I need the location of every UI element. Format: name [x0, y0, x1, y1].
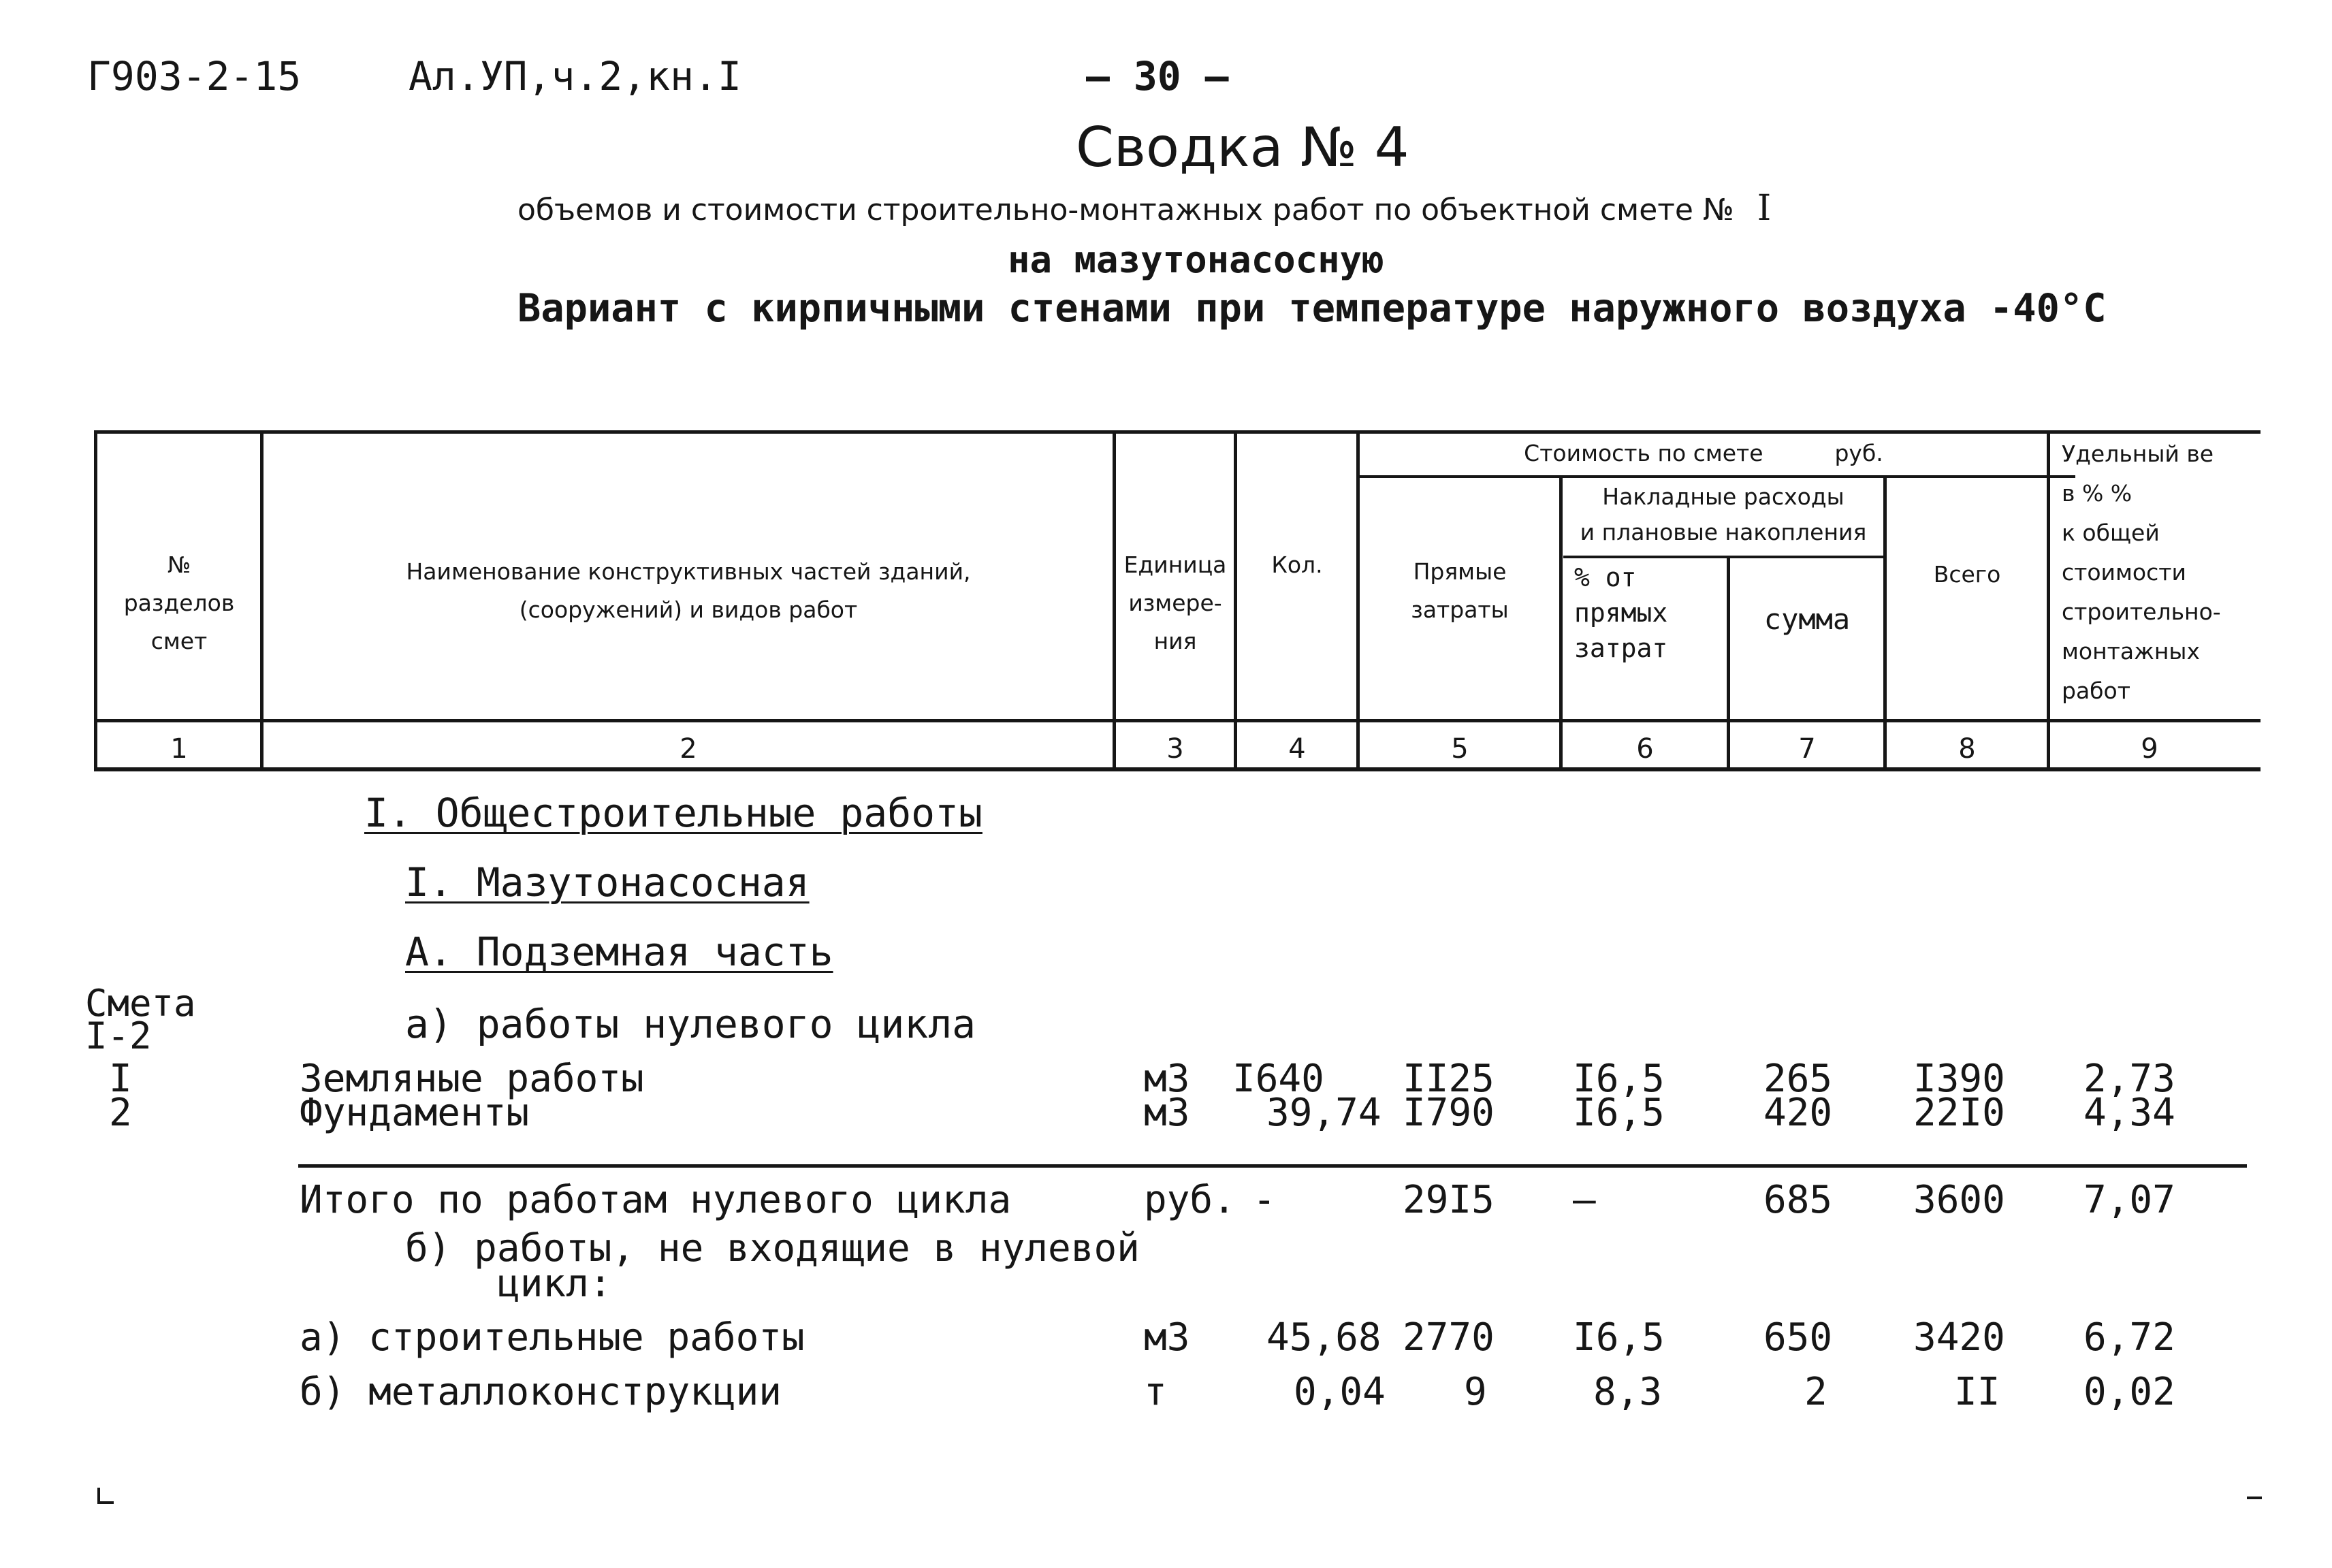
document-code: Г903-2-15: [87, 53, 302, 99]
row-share: 6,72: [2083, 1315, 2175, 1360]
subtitle-text: объемов и стоимости строительно-монтажных работ по объектной смете №: [517, 193, 1734, 227]
row-direct: 2770: [1403, 1315, 1495, 1360]
row-quantity: I640: [1232, 1057, 1324, 1101]
album-reference: Ал.УП,ч.2,кн.I: [409, 53, 741, 99]
header-overhead-group: [1563, 479, 1883, 550]
row-percent: I6,5: [1573, 1057, 1665, 1101]
header-text: Наименование конструктивных частей зданий,: [406, 558, 971, 585]
section-heading-general: I. Общестроительные работы: [364, 790, 983, 836]
row-name: Фундаменты: [300, 1091, 530, 1135]
subsection-text: цикл:: [497, 1262, 612, 1306]
subtotal-row: [0, 1180, 2332, 1221]
header-text: монтажных: [2062, 638, 2200, 665]
header-text: Прямые: [1413, 558, 1507, 585]
column-number: 5: [1451, 733, 1469, 765]
header-text: % от: [1574, 562, 1637, 592]
row-quantity: 0,04: [1294, 1370, 1386, 1414]
header-text: в % %: [2062, 480, 2133, 507]
header-text: затраты: [1411, 596, 1509, 623]
header-text: смет: [150, 628, 208, 654]
header-unit: [1115, 546, 1235, 660]
row-unit: м3: [1144, 1091, 1190, 1135]
header-percent: [1574, 560, 1731, 666]
header-text: строительно-: [2062, 598, 2221, 625]
row-number: I: [109, 1057, 132, 1101]
row-total: 3420: [1913, 1315, 2005, 1360]
row-share: 0,02: [2083, 1370, 2175, 1414]
column-number: 7: [1798, 733, 1816, 765]
subtotal-share: 7,07: [2083, 1178, 2175, 1222]
table-row: [0, 1317, 2332, 1358]
header-text: Единица: [1123, 551, 1227, 578]
row-direct: II25: [1403, 1057, 1495, 1101]
header-text: №: [167, 551, 191, 578]
row-share: 4,34: [2083, 1091, 2175, 1135]
side-note-text: Смета: [85, 982, 196, 1025]
header-total: Всего: [1933, 561, 2001, 588]
column-number: 6: [1636, 733, 1654, 765]
header-section-number: [97, 546, 261, 660]
column-number: 1: [170, 733, 188, 765]
column-number: 9: [2141, 733, 2158, 765]
header-direct-costs: [1360, 553, 1559, 629]
row-percent: 8,3: [1593, 1370, 1663, 1414]
subtotal-percent: –: [1573, 1178, 1596, 1222]
table-row: [0, 1372, 2332, 1413]
subtotal-unit: руб.: [1144, 1178, 1236, 1222]
row-quantity: 45,68: [1266, 1315, 1381, 1360]
header-text: измере-: [1128, 590, 1222, 616]
page-number: — 30 —: [1086, 53, 1229, 99]
header-text: Накладные расходы: [1602, 483, 1844, 510]
header-text: ния: [1153, 628, 1197, 654]
subtotal-name: Итого по работам нулевого цикла: [300, 1178, 1012, 1222]
row-share: 2,73: [2083, 1057, 2175, 1101]
estimate-number: I: [1757, 188, 1772, 229]
subtotal-total: 3600: [1913, 1178, 2005, 1222]
row-total: I390: [1913, 1057, 2005, 1101]
header-text: стоимости: [2062, 559, 2186, 586]
table-header: [94, 430, 2261, 771]
row-name: б) металлоконструкции: [300, 1370, 782, 1414]
subtotal-direct: 29I5: [1403, 1178, 1495, 1222]
subsection-zero-cycle: а) работы нулевого цикла: [405, 1001, 976, 1047]
page-title: Сводка № 4: [1076, 116, 1409, 179]
corner-mark-bottom-left-h: [97, 1501, 114, 1504]
side-note-estimate: [85, 982, 196, 1057]
header-text: и плановые накопления: [1580, 519, 1867, 545]
row-sum: 650: [1763, 1315, 1833, 1360]
header-text: к общей: [2062, 519, 2160, 546]
header-text: разделов: [123, 590, 235, 616]
subtotal-separator: [298, 1164, 2247, 1168]
row-sum: 265: [1763, 1057, 1833, 1101]
row-number: 2: [109, 1091, 132, 1135]
row-total: 22I0: [1913, 1091, 2005, 1135]
row-percent: I6,5: [1573, 1315, 1665, 1360]
table-row: [0, 1093, 2332, 1134]
header-cost-group: Стоимость по смете руб.: [1524, 440, 1883, 466]
header-quantity: Кол.: [1271, 551, 1323, 578]
row-unit: м3: [1144, 1315, 1190, 1360]
row-direct: 9: [1464, 1370, 1487, 1414]
side-note-text: I-2: [85, 1014, 152, 1057]
subtitle-line-2: на мазутонасосную: [1008, 238, 1384, 281]
subtotal-sum: 685: [1763, 1178, 1833, 1222]
subsection-text: б) работы, не входящие в нулевой: [405, 1226, 1140, 1270]
subtitle-line-1: [517, 188, 1771, 229]
row-quantity: 39,74: [1266, 1091, 1381, 1135]
row-sum: 2: [1804, 1370, 1827, 1414]
row-total: II: [1954, 1370, 2000, 1414]
header-name: [264, 553, 1113, 629]
header-text: работ: [2062, 677, 2130, 704]
header-text: затрат: [1574, 633, 1668, 663]
subtitle-line-3: Вариант с кирпичными стенами при температуре наружного воздуха -40°C: [517, 286, 2107, 331]
column-number: 8: [1958, 733, 1976, 765]
header-sum: сумма: [1763, 603, 1851, 636]
subsection-non-zero-cycle: [405, 1226, 1140, 1306]
row-name: Земляные работы: [300, 1057, 644, 1101]
subtotal-quantity: -: [1253, 1178, 1276, 1222]
row-name: а) строительные работы: [300, 1315, 805, 1360]
section-heading-building: I. Мазутонасосная: [405, 859, 810, 906]
column-number: 4: [1288, 733, 1306, 765]
header-text: Удельный ве: [2062, 441, 2214, 467]
section-heading-underground: А. Подземная часть: [405, 929, 833, 975]
row-direct: I790: [1403, 1091, 1495, 1135]
column-number: 2: [680, 733, 697, 765]
header-share: [2062, 434, 2261, 711]
header-text: прямых: [1574, 598, 1668, 628]
row-sum: 420: [1763, 1091, 1833, 1135]
row-unit: т: [1144, 1370, 1167, 1414]
corner-mark-bottom-right: [2247, 1497, 2262, 1499]
row-percent: I6,5: [1573, 1091, 1665, 1135]
row-unit: м3: [1144, 1057, 1190, 1101]
column-number: 3: [1166, 733, 1184, 765]
header-text: (сооружений) и видов работ: [519, 596, 858, 623]
